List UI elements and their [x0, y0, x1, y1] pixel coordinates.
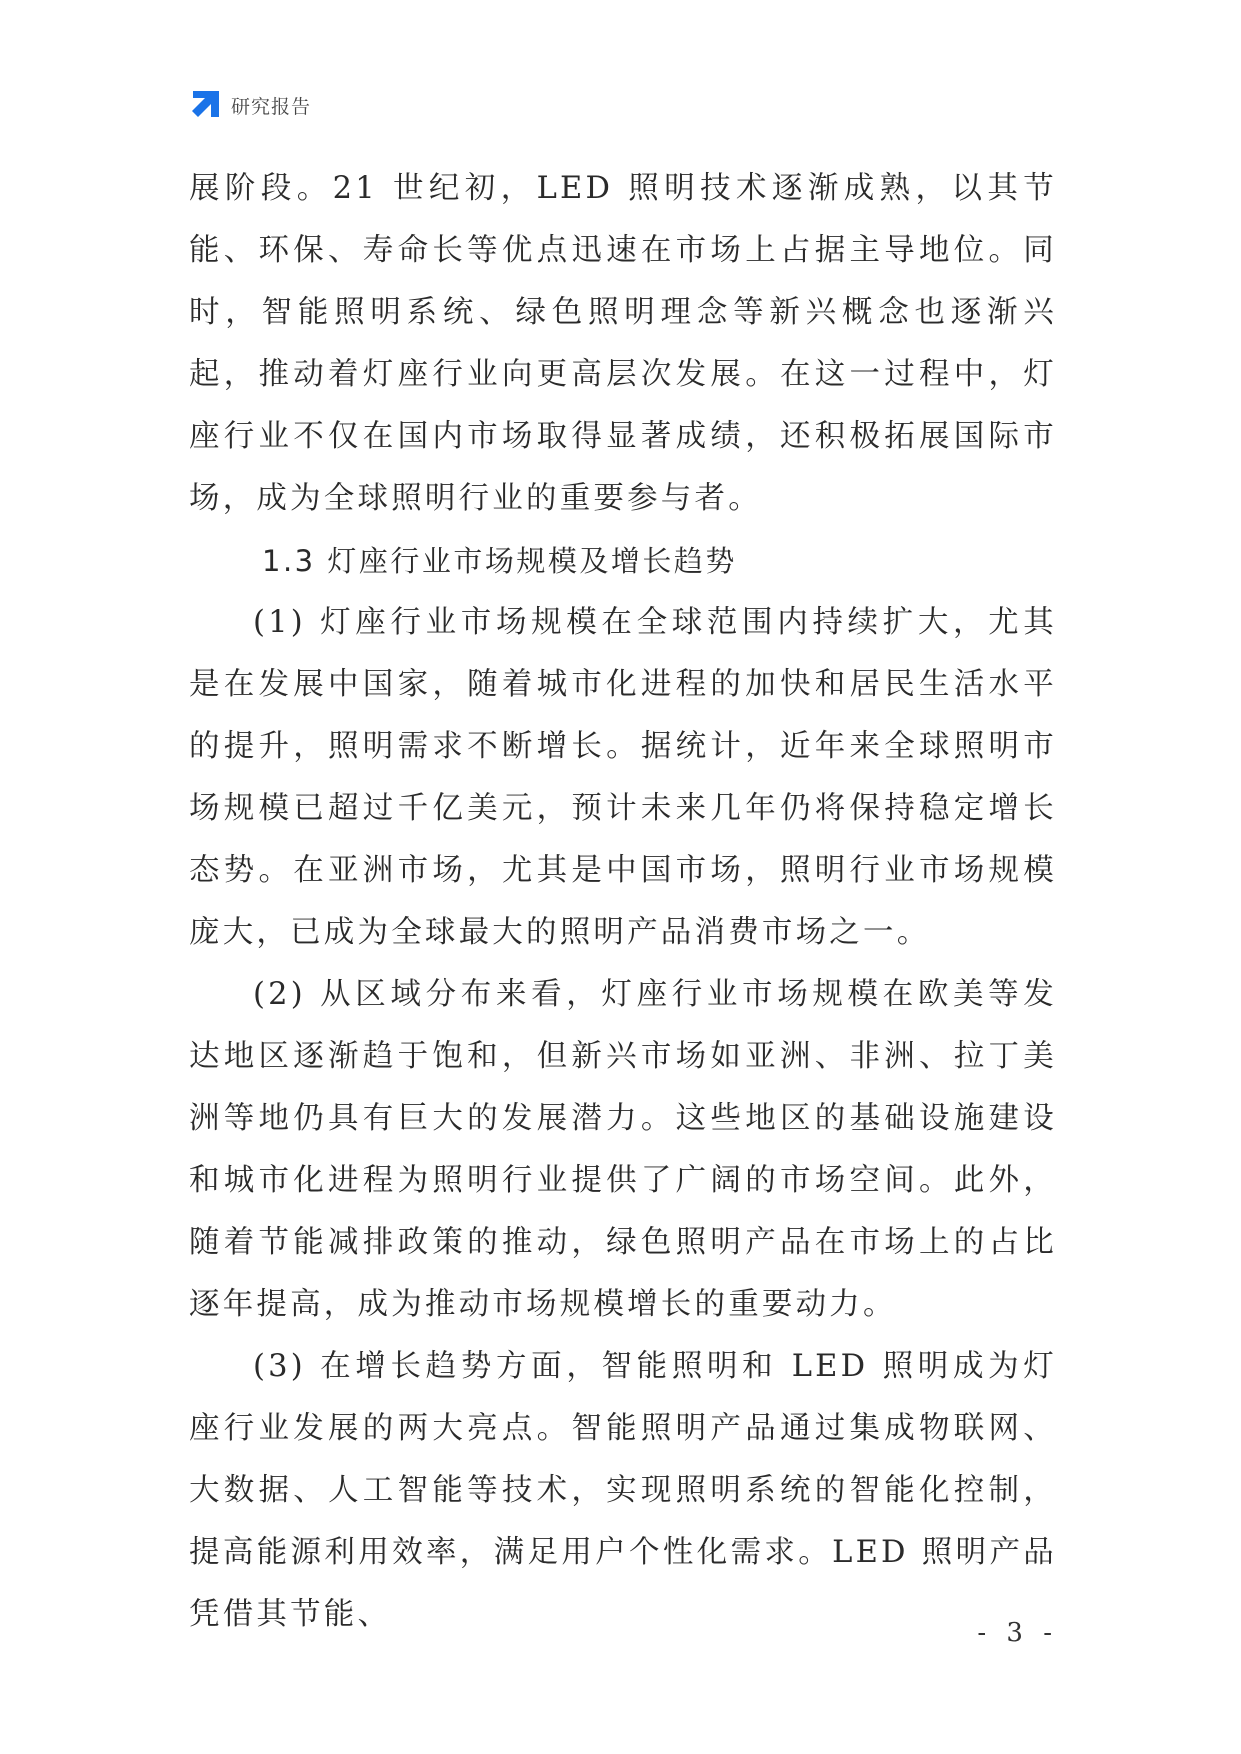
section-heading: 1.3 灯座行业市场规模及增长趋势	[262, 544, 737, 578]
page-header	[189, 88, 311, 122]
paragraph-1: (1) 灯座行业市场规模在全球范围内持续扩大，尤其是在发展中国家，随着城市化进程的加快和居民生活水平的提升，照明需求不断增长。据统计，近年来全球照明市场规模已超过千亿美元，预计未来几年仍将保持稳定增长态势。在亚洲市场，尤其是中国市场，照明行业市场规模庞大，已成为全球最大的照明产品消费市场之一。	[189, 605, 1057, 950]
document-body	[189, 158, 1057, 1646]
page-number: - 3 -	[977, 1618, 1058, 1648]
paragraph-2: (2) 从区域分布来看，灯座行业市场规模在欧美等发达地区逐渐趋于饱和，但新兴市场如亚洲、非洲、拉丁美洲等地仍具有巨大的发展潜力。这些地区的基础设施建设和城市化进程为照明行业提供了广阔的市场空间。此外，随着节能减排政策的推动，绿色照明产品在市场上的占比逐年提高，成为推动市场规模增长的重要动力。	[189, 977, 1057, 1322]
brand-label: 研究报告	[231, 95, 312, 118]
intro-paragraph: 展阶段。21 世纪初，LED 照明技术逐渐成熟，以其节能、环保、寿命长等优点迅速在市场上占据主导地位。同时，智能照明系统、绿色照明理念等新兴概念也逐渐兴起，推动着灯座行业向更高层次发展。在这一过程中，灯座行业不仅在国内市场取得显著成绩，还积极拓展国际市场，成为全球照明行业的重要参与者。	[189, 171, 1057, 516]
arrow-logo-icon	[189, 89, 221, 121]
paragraph-3: (3) 在增长趋势方面，智能照明和 LED 照明成为灯座行业发展的两大亮点。智能照明产品通过集成物联网、大数据、人工智能等技术，实现照明系统的智能化控制，提高能源利用效率，满足用户个性化需求。LED 照明产品凭借其节能、	[189, 1349, 1057, 1632]
